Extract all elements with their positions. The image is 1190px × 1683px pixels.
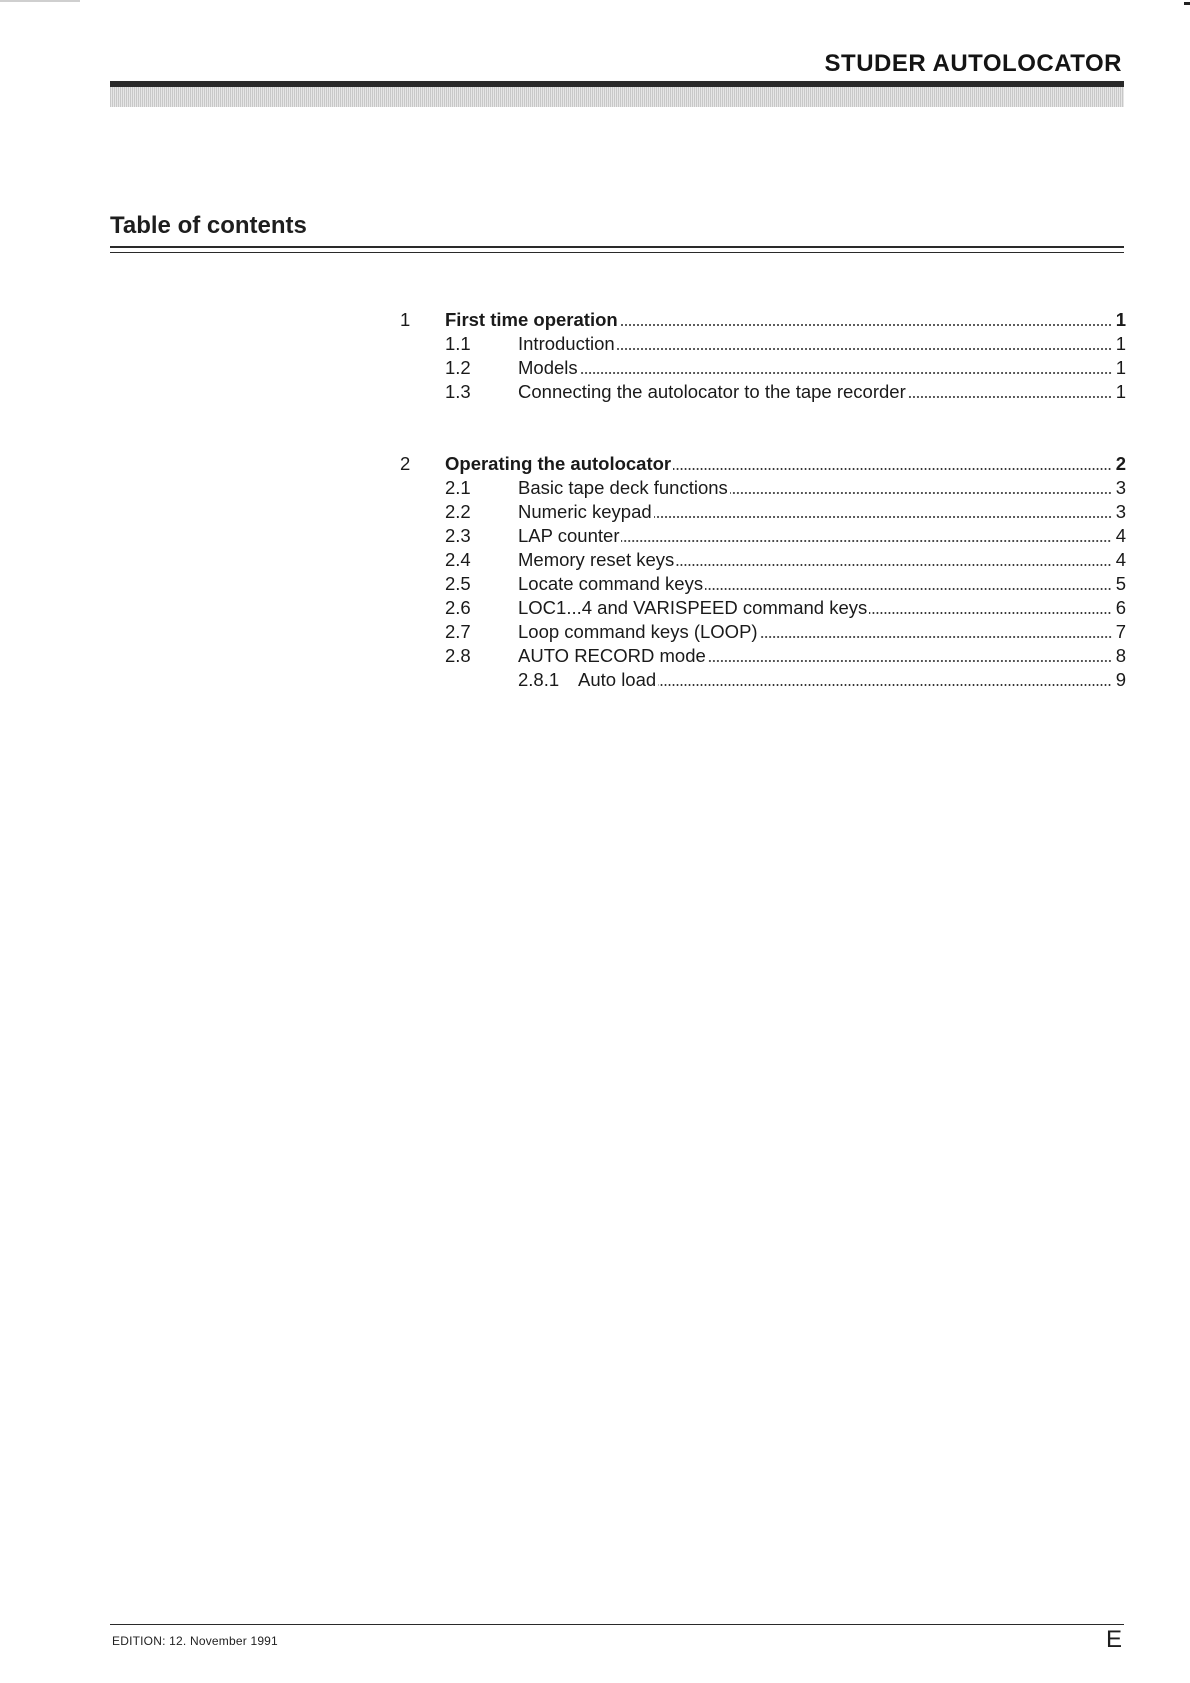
toc-entry-number: 2.1: [445, 477, 471, 498]
toc-entry-number: 2.6: [445, 597, 471, 618]
toc-entry-page: 7: [1115, 621, 1126, 642]
toc-entry-title: LOC1...4 and VARISPEED command keys: [518, 597, 868, 618]
toc-entry[interactable]: [400, 332, 1126, 356]
dot-leader: [673, 468, 1112, 470]
toc-entry-title: Connecting the autolocator to the tape recorder: [518, 381, 906, 402]
toc-entry-number: 1.2: [445, 357, 471, 378]
toc-entry-number: 2.7: [445, 621, 471, 642]
toc-heading: Table of contents: [110, 212, 307, 239]
toc-heading-rule-thin: [110, 252, 1124, 253]
toc-entry-number: 2.4: [445, 549, 471, 570]
toc-entry-page: 3: [1115, 477, 1126, 498]
toc-entry[interactable]: [400, 596, 1126, 620]
toc-entry[interactable]: [400, 524, 1126, 548]
toc-entry[interactable]: [400, 452, 1126, 476]
toc-entry-number: 2.5: [445, 573, 471, 594]
scan-edge-mark: [1184, 2, 1190, 5]
toc-entry-page: 1: [1115, 309, 1126, 330]
scan-corner-mark: [0, 0, 80, 2]
toc-heading-rule: [110, 246, 1124, 248]
toc-chapter: [400, 308, 1126, 404]
toc-entry-title: AUTO RECORD mode: [518, 645, 706, 666]
toc-entry-page: 1: [1115, 333, 1126, 354]
toc-entry[interactable]: [400, 572, 1126, 596]
toc-entry-title: Introduction: [518, 333, 615, 354]
toc-entry-number: 1.3: [445, 381, 471, 402]
toc-entry-title: Models: [518, 357, 578, 378]
toc-entry-page: 6: [1115, 597, 1126, 618]
footer-edition: EDITION: 12. November 1991: [112, 1634, 278, 1648]
toc-entry-title: Auto load: [578, 669, 657, 690]
table-of-contents: [400, 308, 1126, 740]
toc-entry-number: 2: [400, 453, 411, 474]
header-bar: [110, 81, 1124, 107]
toc-entry[interactable]: [400, 668, 1126, 692]
toc-entry-page: 1: [1115, 381, 1126, 402]
footer-language-letter: E: [1105, 1626, 1122, 1653]
dot-leader: [705, 588, 1112, 590]
toc-entry[interactable]: [400, 644, 1126, 668]
footer-rule: [110, 1624, 1124, 1625]
dot-leader: [654, 516, 1112, 518]
dot-leader: [708, 660, 1112, 662]
toc-entry-number: 1.1: [445, 333, 471, 354]
toc-entry-number: 2.2: [445, 501, 471, 522]
toc-entry[interactable]: [400, 500, 1126, 524]
dot-leader: [620, 324, 1112, 326]
dot-leader: [760, 636, 1112, 638]
toc-entry[interactable]: [400, 548, 1126, 572]
dot-leader: [617, 348, 1112, 350]
toc-entry-page: 4: [1115, 549, 1126, 570]
dot-leader: [580, 372, 1112, 374]
toc-entry-page: 4: [1115, 525, 1126, 546]
toc-entry[interactable]: [400, 380, 1126, 404]
toc-entry-page: 5: [1115, 573, 1126, 594]
toc-entry-title: First time operation: [445, 309, 618, 330]
toc-entry[interactable]: [400, 308, 1126, 332]
toc-entry-number: 1: [400, 309, 411, 330]
dot-leader: [730, 492, 1112, 494]
toc-entry-page: 8: [1115, 645, 1126, 666]
dot-leader: [676, 564, 1111, 566]
toc-entry-title: Operating the autolocator: [445, 453, 672, 474]
toc-entry-title: LAP counter: [518, 525, 620, 546]
header-title: STUDER AUTOLOCATOR: [824, 50, 1122, 77]
toc-entry-title: Numeric keypad: [518, 501, 652, 522]
toc-entry-page: 9: [1115, 669, 1126, 690]
toc-entry-number: 2.8: [445, 645, 471, 666]
dot-leader: [908, 396, 1112, 398]
toc-entry-title: Loop command keys (LOOP): [518, 621, 758, 642]
dot-leader: [658, 684, 1112, 686]
toc-entry[interactable]: [400, 620, 1126, 644]
toc-entry-title: Memory reset keys: [518, 549, 675, 570]
toc-entry[interactable]: [400, 476, 1126, 500]
toc-entry-page: 2: [1115, 453, 1126, 474]
toc-entry-number: 2.3: [445, 525, 471, 546]
toc-entry-title: Basic tape deck functions: [518, 477, 728, 498]
dot-leader: [621, 540, 1111, 542]
toc-entry-number: 2.8.1: [518, 669, 560, 690]
toc-entry-title: Locate command keys: [518, 573, 704, 594]
dot-leader: [869, 612, 1111, 614]
toc-chapter: [400, 452, 1126, 692]
toc-entry-page: 1: [1115, 357, 1126, 378]
toc-entry[interactable]: [400, 356, 1126, 380]
toc-entry-page: 3: [1115, 501, 1126, 522]
